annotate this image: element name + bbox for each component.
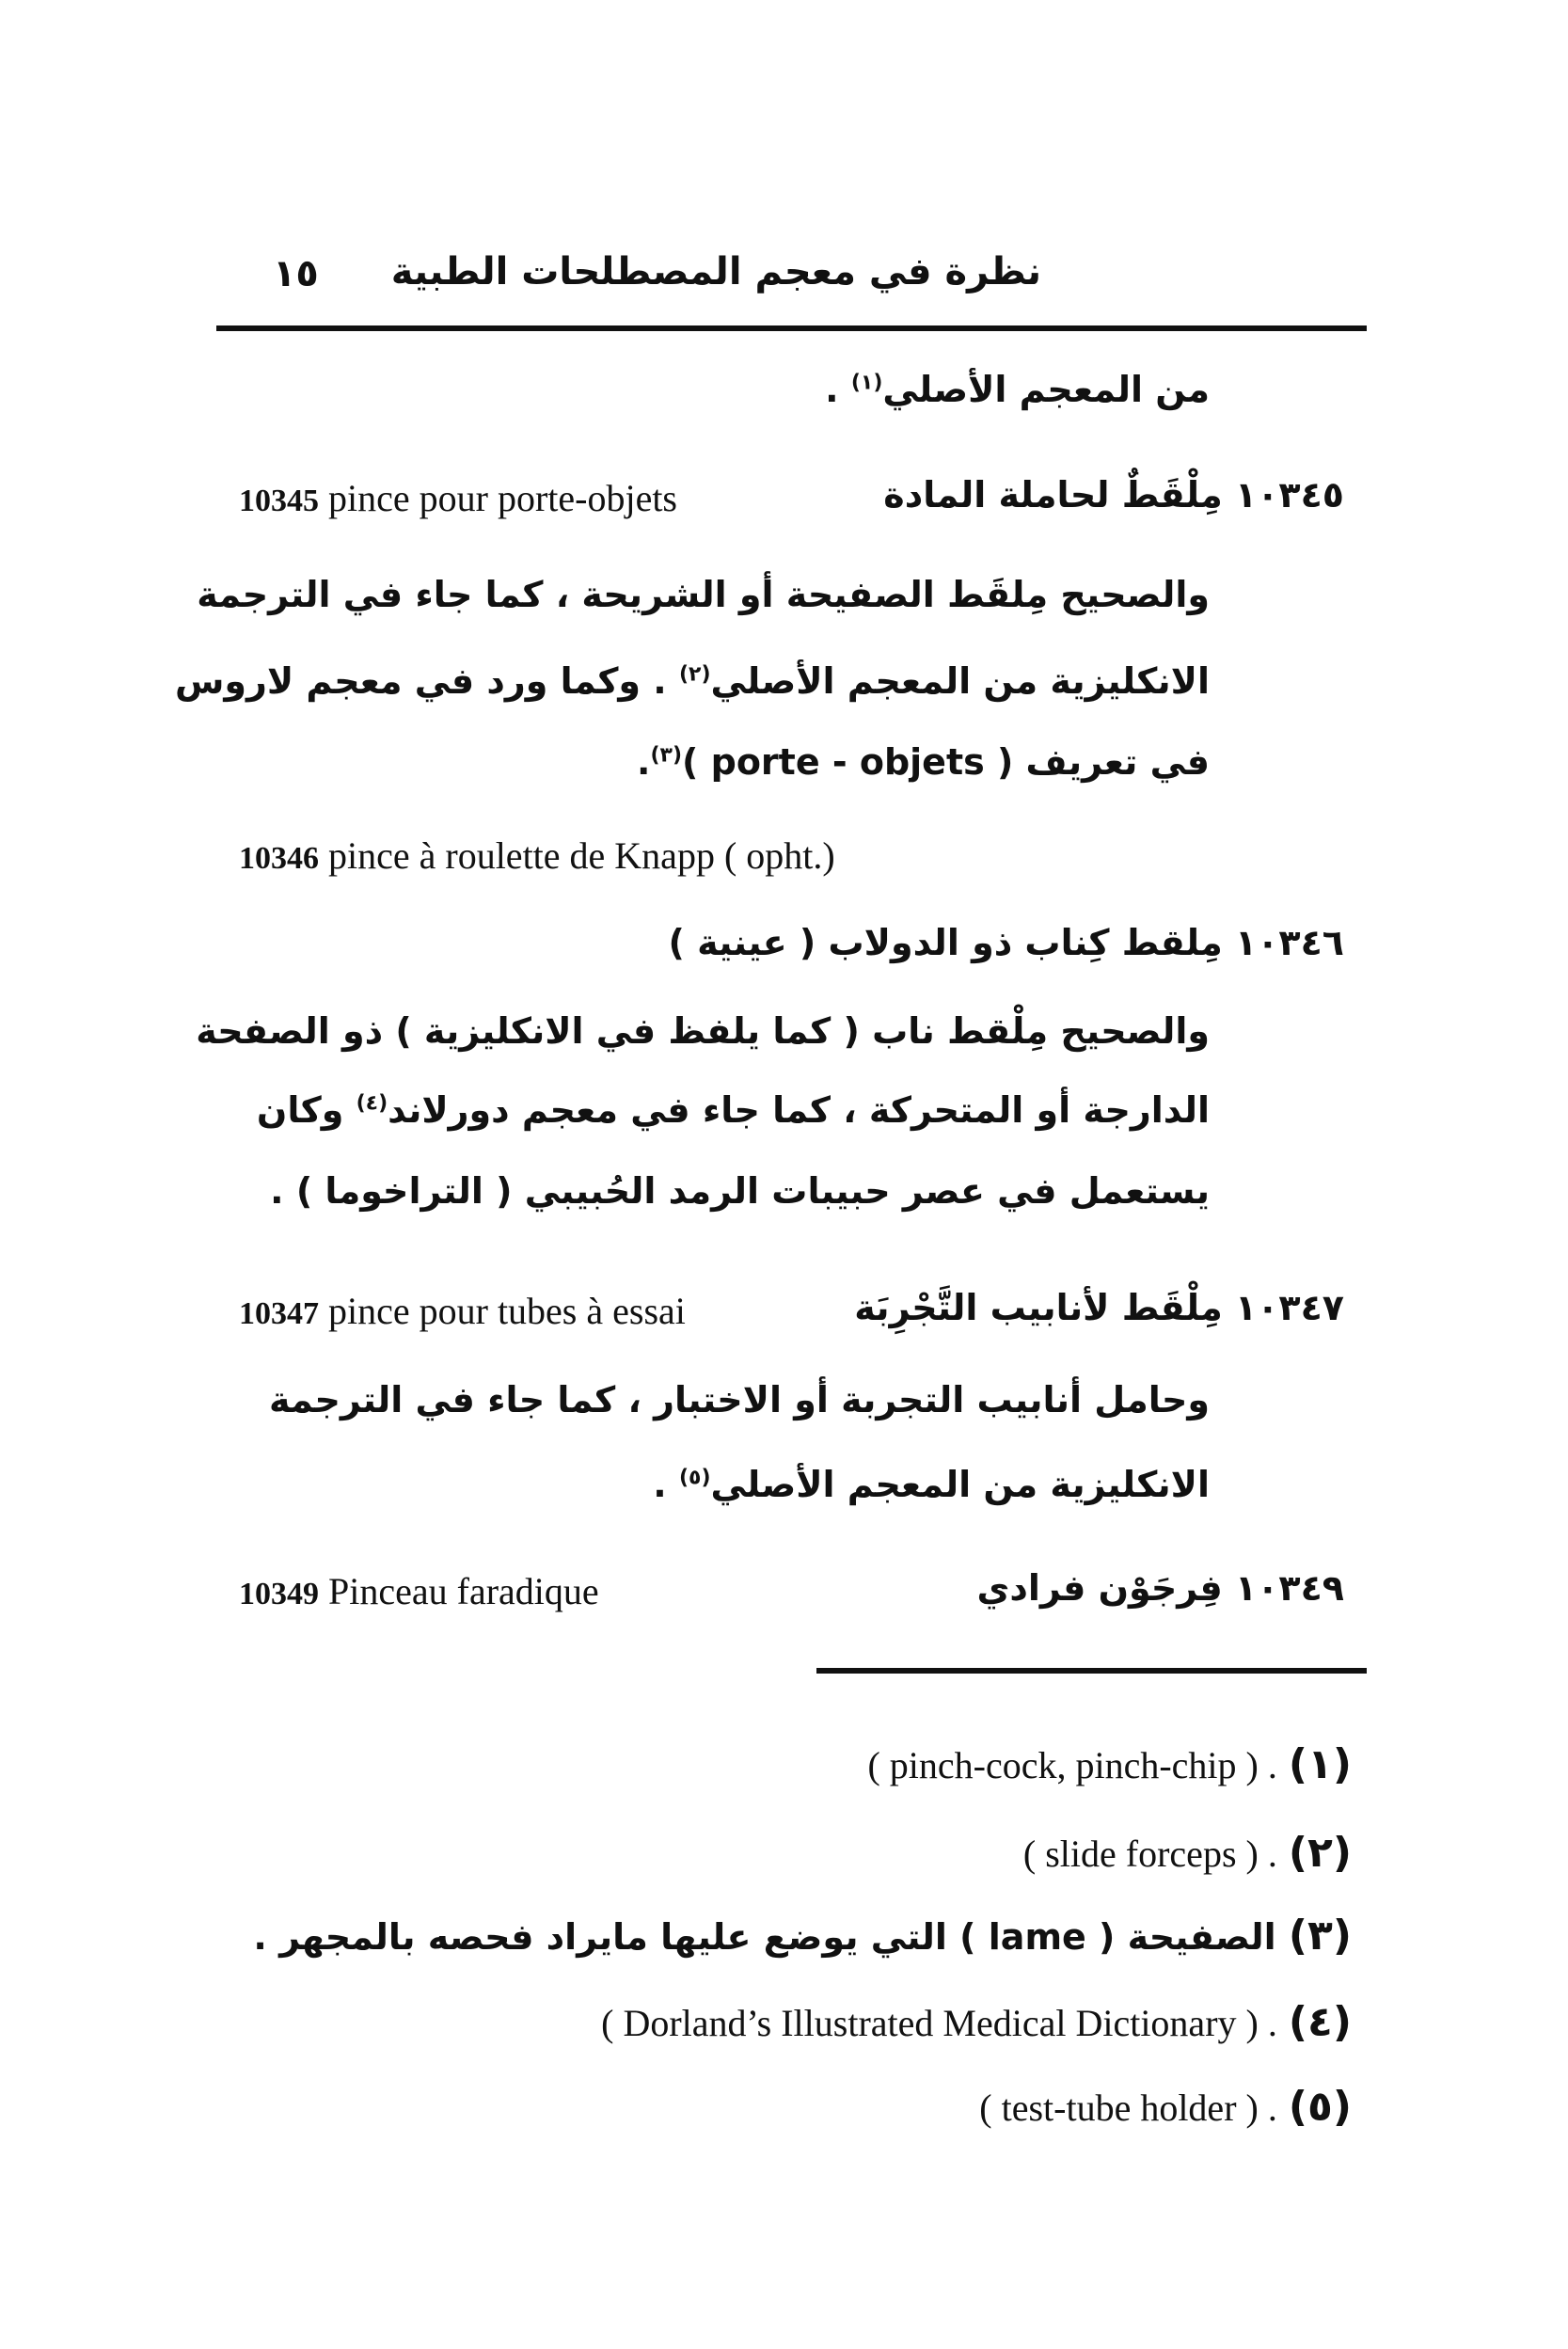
body-text: والصحيح مِلْقط ناب ( كما يلفظ في الانكليزية ) ذو الصفحة xyxy=(196,1010,1210,1052)
entry-body-line xyxy=(257,1089,1210,1131)
entry-term: مِلْقَطٌ لحاملة المادة xyxy=(883,474,1223,516)
entry-number: 10347 xyxy=(239,1296,319,1331)
running-title: نظرة في معجم المصطلحات الطبية xyxy=(390,250,1041,294)
entry-body-line xyxy=(197,574,1210,615)
header-rule xyxy=(216,325,1367,331)
entry-body-line xyxy=(196,1010,1210,1052)
entry-term: pince à roulette de Knapp ( opht.) xyxy=(328,834,835,877)
footnote-text: ( Dorland’s Illustrated Medical Dictionary ) . xyxy=(601,2002,1277,2044)
footnote-ref: (٢) xyxy=(678,662,711,687)
body-text: . xyxy=(637,741,651,783)
body-text: . xyxy=(653,1464,679,1505)
continuation-line xyxy=(825,369,1210,410)
footnote-text: الصفيحة ( lame ) التي يوضع عليها مايراد فحصه بالمجهر . xyxy=(253,1916,1276,1958)
body-text: الانكليزية من المعجم الأصلي xyxy=(710,1464,1210,1505)
entry-ar-10345 xyxy=(883,474,1344,516)
entry-body-line xyxy=(270,1170,1210,1212)
entry-number: ١٠٣٤٩ xyxy=(1235,1567,1344,1609)
continuation-end: . xyxy=(825,369,851,410)
body-text: والصحيح مِلقَط الصفيحة أو الشريحة ، كما جاء في الترجمة xyxy=(197,574,1210,615)
page-number: ١٥ xyxy=(273,252,319,295)
footnote-text: ( slide forceps ) . xyxy=(1022,1833,1277,1875)
body-text: الدارجة أو المتحركة ، كما جاء في معجم دورلاند xyxy=(388,1089,1210,1131)
footnote-5 xyxy=(979,2083,1352,2131)
body-text: وكان xyxy=(256,1089,356,1131)
entry-fr-10345 xyxy=(239,476,677,520)
body-text: الانكليزية من المعجم الأصلي xyxy=(710,660,1210,702)
continuation-text: من المعجم الأصلي xyxy=(882,369,1210,410)
entry-number: 10346 xyxy=(239,841,319,876)
entry-term: فِرجَوْن فرادي xyxy=(976,1567,1223,1609)
footnote-3 xyxy=(253,1912,1352,1960)
footnote-ref: (٣) xyxy=(650,743,683,768)
entry-term: مِلقط كِناب ذو الدولاب ( عينية ) xyxy=(668,922,1223,963)
footnote-marker: (٢) xyxy=(1288,1829,1352,1877)
entry-fr-10347 xyxy=(239,1289,686,1333)
body-text: . وكما ورد في معجم لاروس xyxy=(174,660,679,702)
entry-fr-10349 xyxy=(239,1569,599,1613)
footnote-text: ( pinch-cock, pinch-chip ) . xyxy=(867,1744,1277,1786)
footnote-rule xyxy=(816,1668,1367,1674)
footnote-ref: (٥) xyxy=(678,1466,711,1490)
entry-term: مِلْقَط لأنابيب التَّجْرِبَة xyxy=(854,1287,1223,1328)
footnote-2 xyxy=(1023,1829,1352,1877)
entry-body-line xyxy=(653,1464,1210,1505)
footnote-marker: (٥) xyxy=(1288,2083,1352,2131)
entry-term: pince pour tubes à essai xyxy=(328,1290,686,1332)
entry-number: ١٠٣٤٥ xyxy=(1235,474,1344,516)
body-text: في تعريف ( porte - objets ) xyxy=(682,741,1210,783)
entry-body-line xyxy=(175,660,1210,702)
entry-fr-10346 xyxy=(239,833,835,878)
body-text: وحامل أنابيب التجربة أو الاختبار ، كما جاء في الترجمة xyxy=(268,1379,1210,1421)
entry-ar-10349 xyxy=(977,1567,1344,1609)
entry-number: 10349 xyxy=(239,1577,319,1611)
entry-term: Pinceau faradique xyxy=(328,1570,599,1612)
footnote-4 xyxy=(601,1998,1352,2046)
footnote-marker: (٤) xyxy=(1288,1998,1352,2046)
entry-number: 10345 xyxy=(239,484,319,518)
entry-number: ١٠٣٤٧ xyxy=(1235,1287,1344,1328)
body-text: يستعمل في عصر حبيبات الرمد الحُبيبي ( التراخوما ) . xyxy=(270,1170,1210,1212)
entry-body-line xyxy=(637,741,1210,783)
footnote-ref: (١) xyxy=(850,371,883,395)
footnote-marker: (٣) xyxy=(1288,1912,1352,1960)
entry-ar-10346 xyxy=(669,922,1344,963)
entry-ar-10347 xyxy=(854,1287,1344,1328)
entry-number: ١٠٣٤٦ xyxy=(1235,922,1344,963)
footnote-text: ( test-tube holder ) . xyxy=(979,2087,1277,2129)
footnote-marker: (١) xyxy=(1288,1740,1352,1788)
entry-body-line xyxy=(269,1379,1210,1421)
entry-term: pince pour porte-objets xyxy=(328,477,677,519)
footnote-1 xyxy=(867,1740,1352,1788)
footnote-ref: (٤) xyxy=(356,1091,388,1116)
